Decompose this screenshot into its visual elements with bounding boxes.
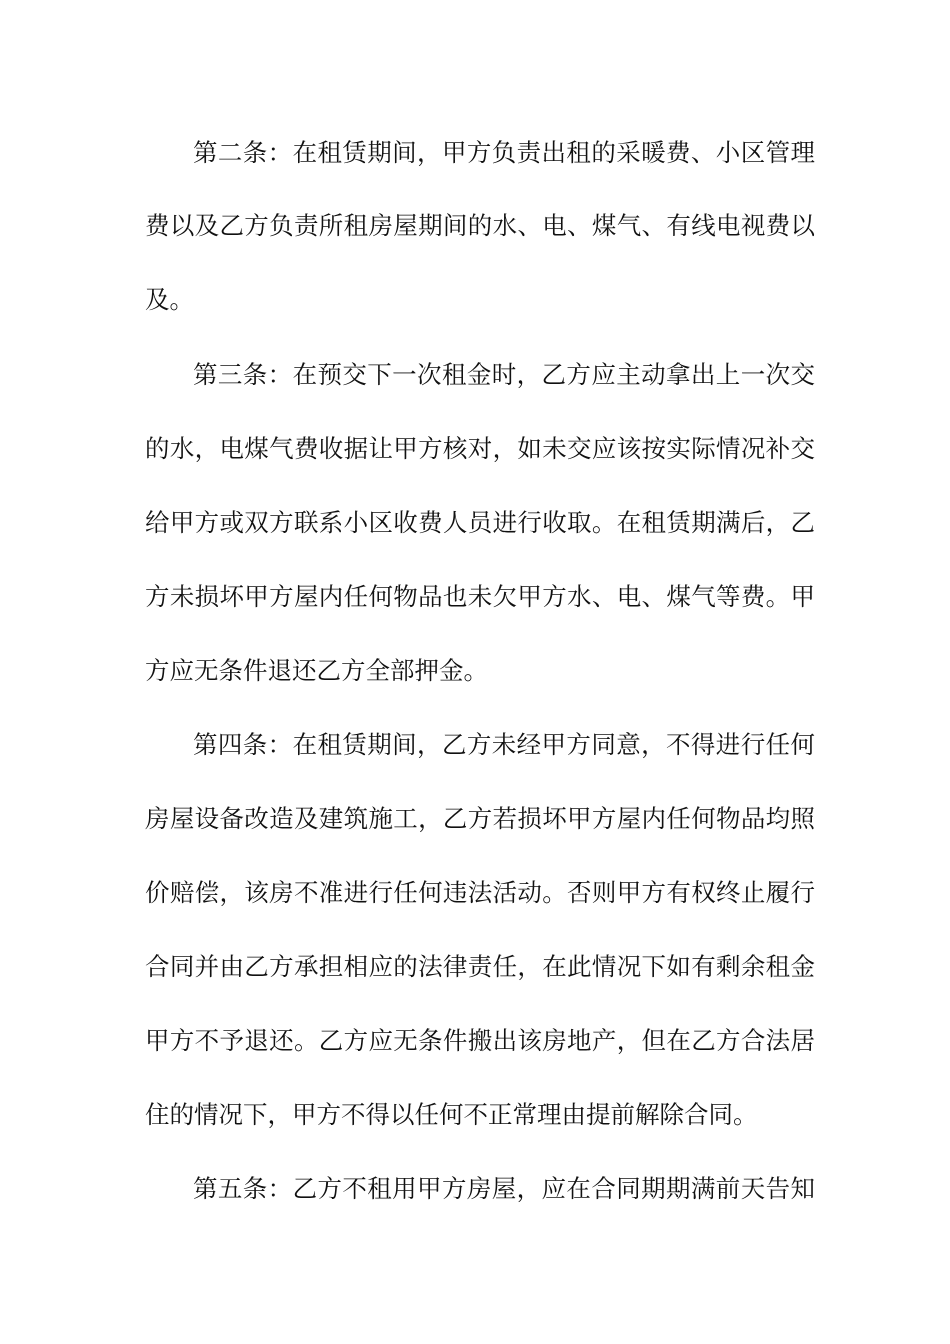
- clause-3-line-2: 的水，电煤气费收据让甲方核对，如未交应该按实际情况补交: [145, 434, 815, 463]
- clause-4-line-6: 住的情况下，甲方不得以任何不正常理由提前解除合同。: [145, 1100, 758, 1129]
- clause-3-line-3: 给甲方或双方联系小区收费人员进行收取。在租赁期满后，乙: [145, 508, 815, 537]
- clause-4-line-3: 价赔偿，该房不准进行任何违法活动。否则甲方有权终止履行: [145, 878, 815, 907]
- clause-3-line-4: 方未损坏甲方屋内任何物品也未欠甲方水、电、煤气等费。甲: [145, 582, 815, 611]
- clause-3-line-1: 第三条：在预交下一次租金时，乙方应主动拿出上一次交: [193, 360, 815, 389]
- clause-4-line-4: 合同并由乙方承担相应的法律责任，在此情况下如有剩余租金: [145, 952, 815, 981]
- clause-4-line-2: 房屋设备改造及建筑施工，乙方若损坏甲方屋内任何物品均照: [145, 804, 815, 833]
- clause-4-line-5: 甲方不予退还。乙方应无条件搬出该房地产，但在乙方合法居: [145, 1026, 815, 1055]
- clause-2-line-2: 费以及乙方负责所租房屋期间的水、电、煤气、有线电视费以: [145, 211, 815, 240]
- clause-2-line-1: 第二条：在租赁期间，甲方负责出租的采暖费、小区管理: [193, 138, 815, 167]
- clause-3-line-5: 方应无条件退还乙方全部押金。: [145, 656, 488, 685]
- clause-4-line-1: 第四条：在租赁期间，乙方未经甲方同意，不得进行任何: [193, 730, 815, 759]
- clause-2-line-3: 及。: [145, 285, 194, 314]
- clause-5-line-1: 第五条：乙方不租用甲方房屋，应在合同期期满前天告知: [193, 1174, 815, 1203]
